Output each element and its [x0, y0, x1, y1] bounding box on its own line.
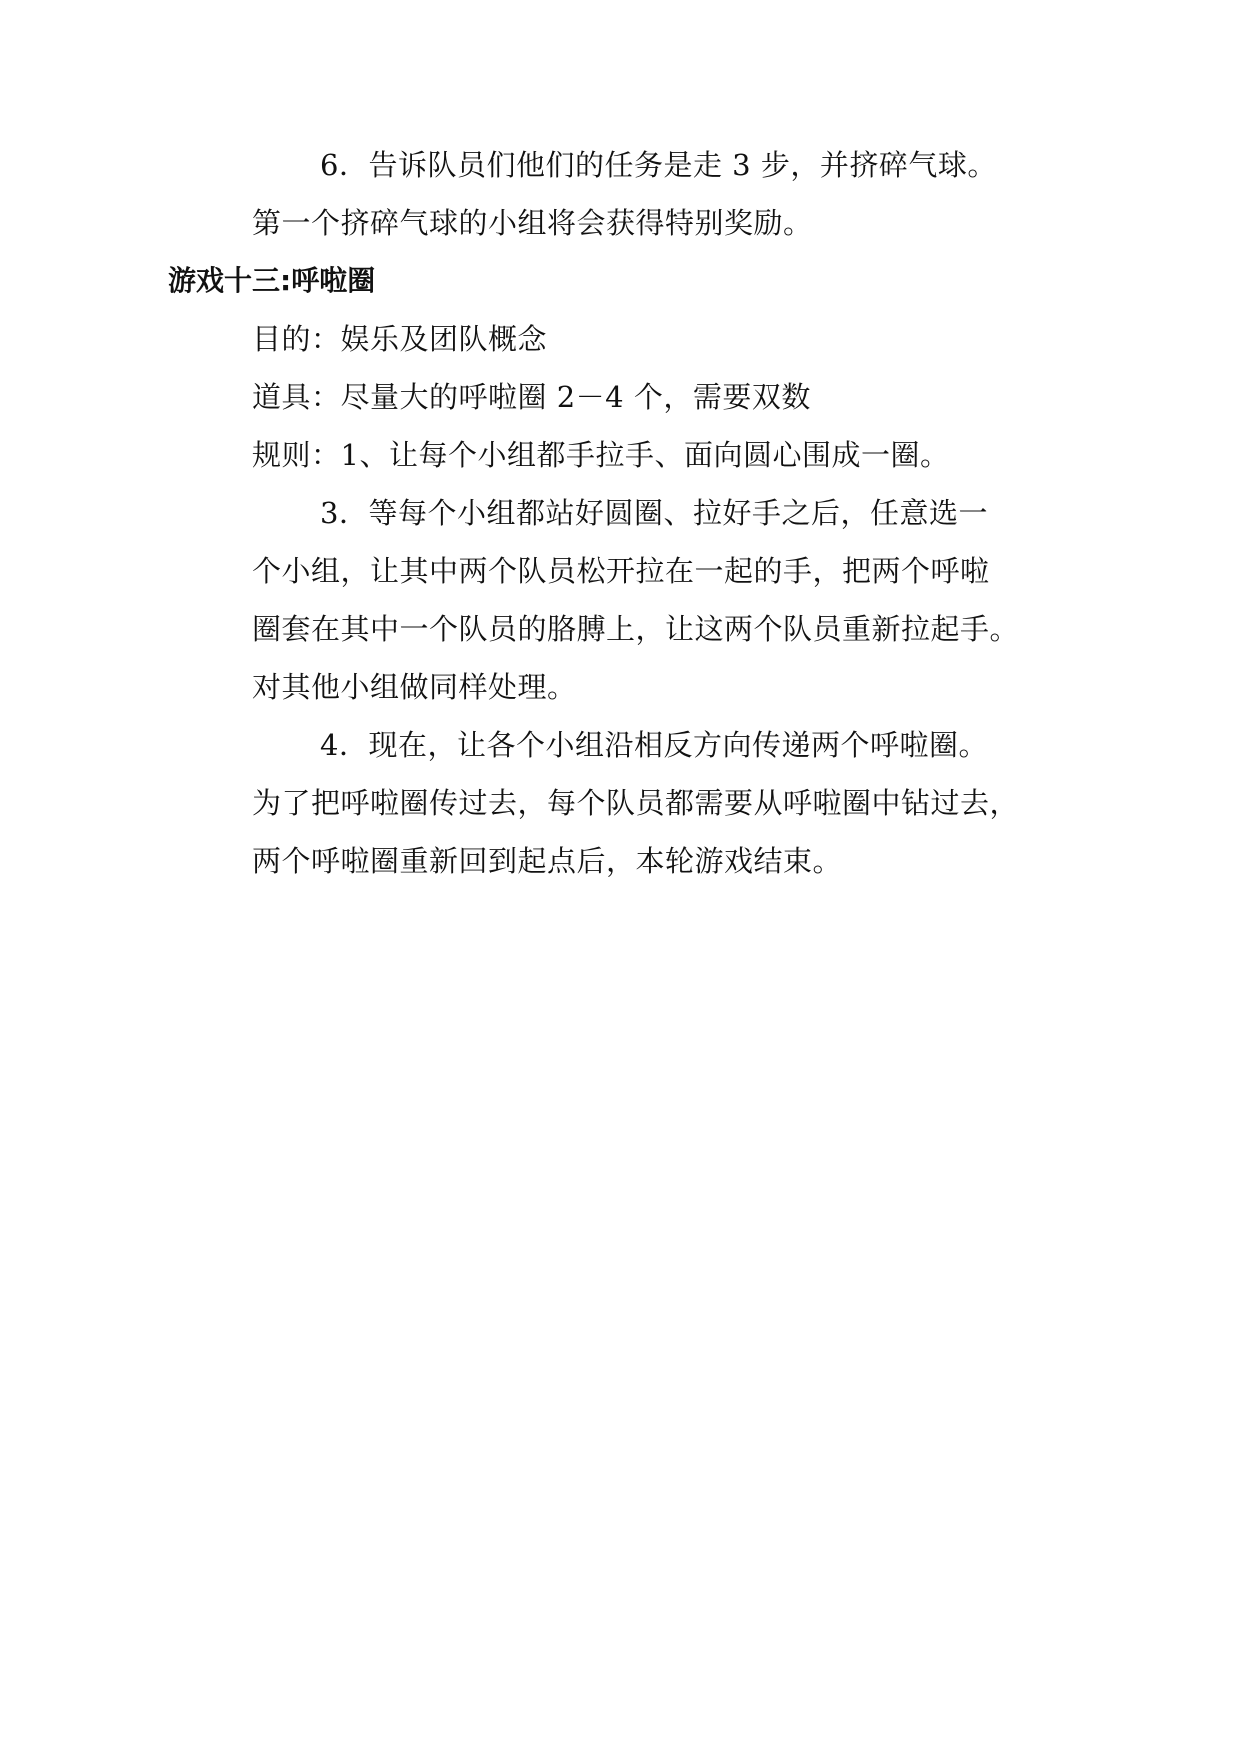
props-line: 道具：尽量大的呼啦圈 2－4 个，需要双数 [252, 380, 811, 414]
purpose-line: 目的：娱乐及团队概念 [252, 322, 548, 356]
section-title: 游戏十三:呼啦圈 [168, 264, 376, 297]
step3-line-3: 圈套在其中一个队员的胳膊上，让这两个队员重新拉起手。 [252, 612, 1020, 646]
step3-line-1: 3．等每个小组都站好圆圈、拉好手之后，任意选一 [320, 496, 988, 530]
step3-line-2: 个小组，让其中两个队员松开拉在一起的手，把两个呼啦 [252, 554, 990, 588]
step3-line-4: 对其他小组做同样处理。 [252, 670, 577, 704]
step4-line-2: 为了把呼啦圈传过去，每个队员都需要从呼啦圈中钻过去， [252, 786, 1020, 820]
rules-line: 规则：1、让每个小组都手拉手、面向圆心围成一圈。 [252, 438, 950, 472]
intro-line-1: 6．告诉队员们他们的任务是走 3 步，并挤碎气球。 [320, 148, 997, 182]
step4-line-3: 两个呼啦圈重新回到起点后，本轮游戏结束。 [252, 844, 843, 878]
intro-line-2: 第一个挤碎气球的小组将会获得特别奖励。 [252, 206, 813, 240]
step4-line-1: 4．现在，让各个小组沿相反方向传递两个呼啦圈。 [320, 728, 988, 762]
